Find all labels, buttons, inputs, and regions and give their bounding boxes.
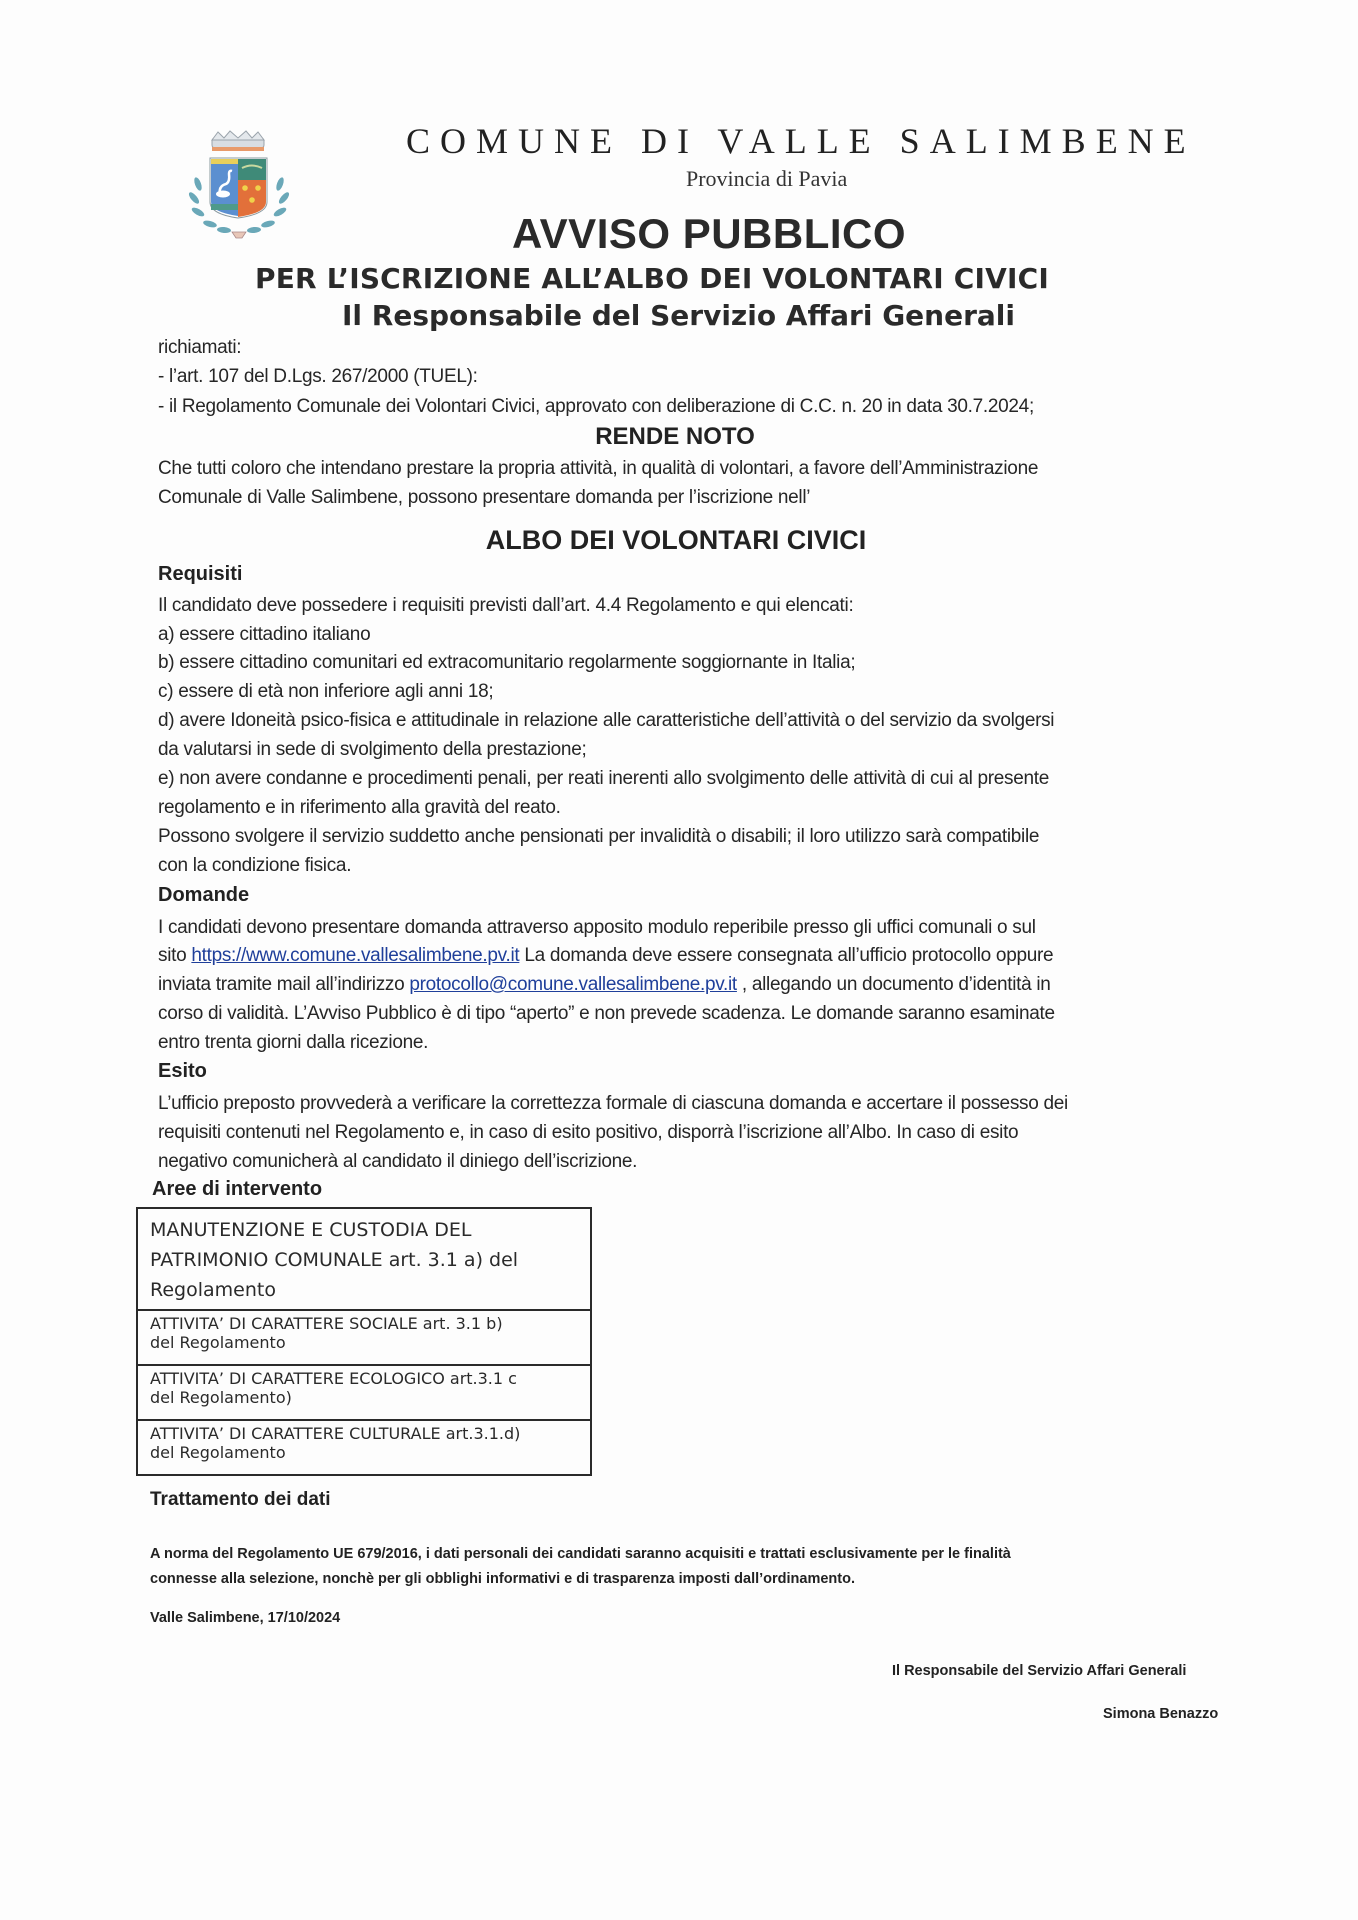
cell-text: MANUTENZIONE E CUSTODIA DEL — [150, 1219, 472, 1241]
cell-text: del Regolamento) — [150, 1388, 292, 1407]
aree-heading: Aree di intervento — [152, 1178, 323, 1200]
place-date: Valle Salimbene, 17/10/2024 — [150, 1610, 341, 1626]
notice-subtitle: PER L’ISCRIZIONE ALL’ALBO DEI VOLONTARI CIVICI — [255, 262, 1050, 295]
cell-text: PATRIMONIO COMUNALE art. 3.1 a) del — [150, 1249, 519, 1271]
requisiti-line: regolamento e in riferimento alla gravità del reato. — [158, 797, 561, 818]
requisiti-line: c) essere di età non inferiore agli anni 18; — [158, 681, 494, 702]
privacy-notice — [150, 1542, 1011, 1592]
requisiti-line: a) essere cittadino italiano — [158, 624, 371, 645]
cell-text: ATTIVITA’ DI CARATTERE ECOLOGICO art.3.1 c — [150, 1369, 517, 1388]
requisiti-line: Possono svolgere il servizio suddetto anche pensionati per invalidità o disabili; il loro utilizzo sarà compatibile — [158, 826, 1040, 847]
municipality-name: COMUNE DI VALLE SALIMBENE — [406, 121, 1196, 161]
richiamati-item: - l’art. 107 del D.Lgs. 267/2000 (TUEL): — [158, 366, 478, 387]
cell-text: del Regolamento — [150, 1333, 286, 1352]
requisiti-line: da valutarsi in sede di svolgimento della prestazione; — [158, 739, 587, 760]
requisiti-line: Il candidato deve possedere i requisiti previsti dall’art. 4.4 Regolamento e qui elencati: — [158, 595, 854, 616]
esito-line: L’ufficio preposto provvederà a verificare la correttezza formale di ciascuna domanda e accertare il possesso dei — [158, 1093, 1068, 1114]
rende-noto-line: Comunale di Valle Salimbene, possono presentare domanda per l’iscrizione nell’ — [158, 487, 811, 508]
domande-line: entro trenta giorni dalla ricezione. — [158, 1032, 429, 1053]
albo-heading: ALBO DEI VOLONTARI CIVICI — [485, 525, 867, 555]
notice-title: AVVISO PUBBLICO — [511, 210, 907, 257]
rende-noto-line: Che tutti coloro che intendano prestare la propria attività, in qualità di volontari, a favore dell’Amministrazione — [158, 458, 1039, 479]
signer-name: Simona Benazzo — [1103, 1706, 1219, 1722]
esito-heading: Esito — [158, 1060, 207, 1082]
website-link[interactable]: https://www.comune.vallesalimbene.pv.it — [191, 945, 520, 966]
privacy-line: connesse alla selezione, nonchè per gli obblighi informativi e di trasparenza imposti dall’ordinamento. — [150, 1571, 856, 1587]
esito-line: negativo comunicherà al candidato il diniego dell’iscrizione. — [158, 1151, 638, 1172]
privacy-line: A norma del Regolamento UE 679/2016, i dati personali dei candidati saranno acquisiti e trattati esclusivamente per le finalità — [150, 1546, 1011, 1562]
requisiti-line: e) non avere condanne e procedimenti penali, per reati inerenti allo svolgimento delle attività di cui al presente — [158, 768, 1050, 789]
cell-text: Regolamento — [150, 1279, 276, 1301]
domande-text: , allegando un documento d’identità in — [736, 974, 1051, 995]
requisiti-line: b) essere cittadino comunitari ed extracomunitario regolarmente soggiornante in Italia; — [158, 652, 856, 673]
table-row — [137, 1420, 591, 1475]
table-row — [137, 1365, 591, 1420]
province-name: Provincia di Pavia — [686, 166, 848, 191]
cell-text: del Regolamento — [150, 1443, 286, 1462]
notice-issuer: Il Responsabile del Servizio Affari Generali — [342, 299, 1015, 332]
rende-noto-heading: RENDE NOTO — [595, 423, 755, 450]
email-link[interactable]: protocollo@comune.vallesalimbene.pv.it — [409, 974, 737, 995]
trattamento-heading: Trattamento dei dati — [150, 1489, 331, 1510]
table-row — [137, 1310, 591, 1365]
table-cell — [137, 1420, 591, 1475]
richiamati-item: - il Regolamento Comunale dei Volontari Civici, approvato con deliberazione di C.C. n. 20 in data 30.7.2024; — [158, 396, 1034, 417]
aree-intervento-table — [136, 1207, 592, 1476]
domande-text: inviata tramite mail all’indirizzo — [158, 974, 410, 995]
domande-heading: Domande — [158, 884, 250, 906]
esito-line: requisiti contenuti nel Regolamento e, in caso di esito positivo, disporrà l’iscrizione all’Albo. In caso di esito — [158, 1122, 1019, 1143]
domande-line: I candidati devono presentare domanda attraverso apposito modulo reperibile presso gli uffici comunali o sul — [158, 917, 1036, 938]
richiamati-label: richiamati: — [158, 337, 242, 358]
signer-role: Il Responsabile del Servizio Affari Generali — [892, 1663, 1187, 1679]
domande-line — [158, 945, 1053, 967]
domande-text: La domanda deve essere consegnata all’ufficio protocollo oppure — [519, 945, 1054, 966]
cell-text: ATTIVITA’ DI CARATTERE CULTURALE art.3.1.d) — [150, 1424, 521, 1443]
table-cell — [137, 1208, 591, 1310]
requisiti-heading: Requisiti — [158, 563, 243, 585]
cell-text: ATTIVITA’ DI CARATTERE SOCIALE art. 3.1 b) — [150, 1314, 503, 1333]
table-cell — [137, 1310, 591, 1365]
requisiti-line: con la condizione fisica. — [158, 855, 352, 876]
table-cell — [137, 1365, 591, 1420]
requisiti-line: d) avere Idoneità psico-fisica e attitudinale in relazione alle caratteristiche dell’attività o del servizio da svolgersi — [158, 710, 1055, 731]
domande-line: corso di validità. L’Avviso Pubblico è di tipo “aperto” e non prevede scadenza. Le domande saranno esaminate — [158, 1003, 1055, 1024]
domande-line — [158, 974, 1051, 996]
table-row — [137, 1208, 591, 1310]
domande-text: sito — [158, 945, 192, 966]
